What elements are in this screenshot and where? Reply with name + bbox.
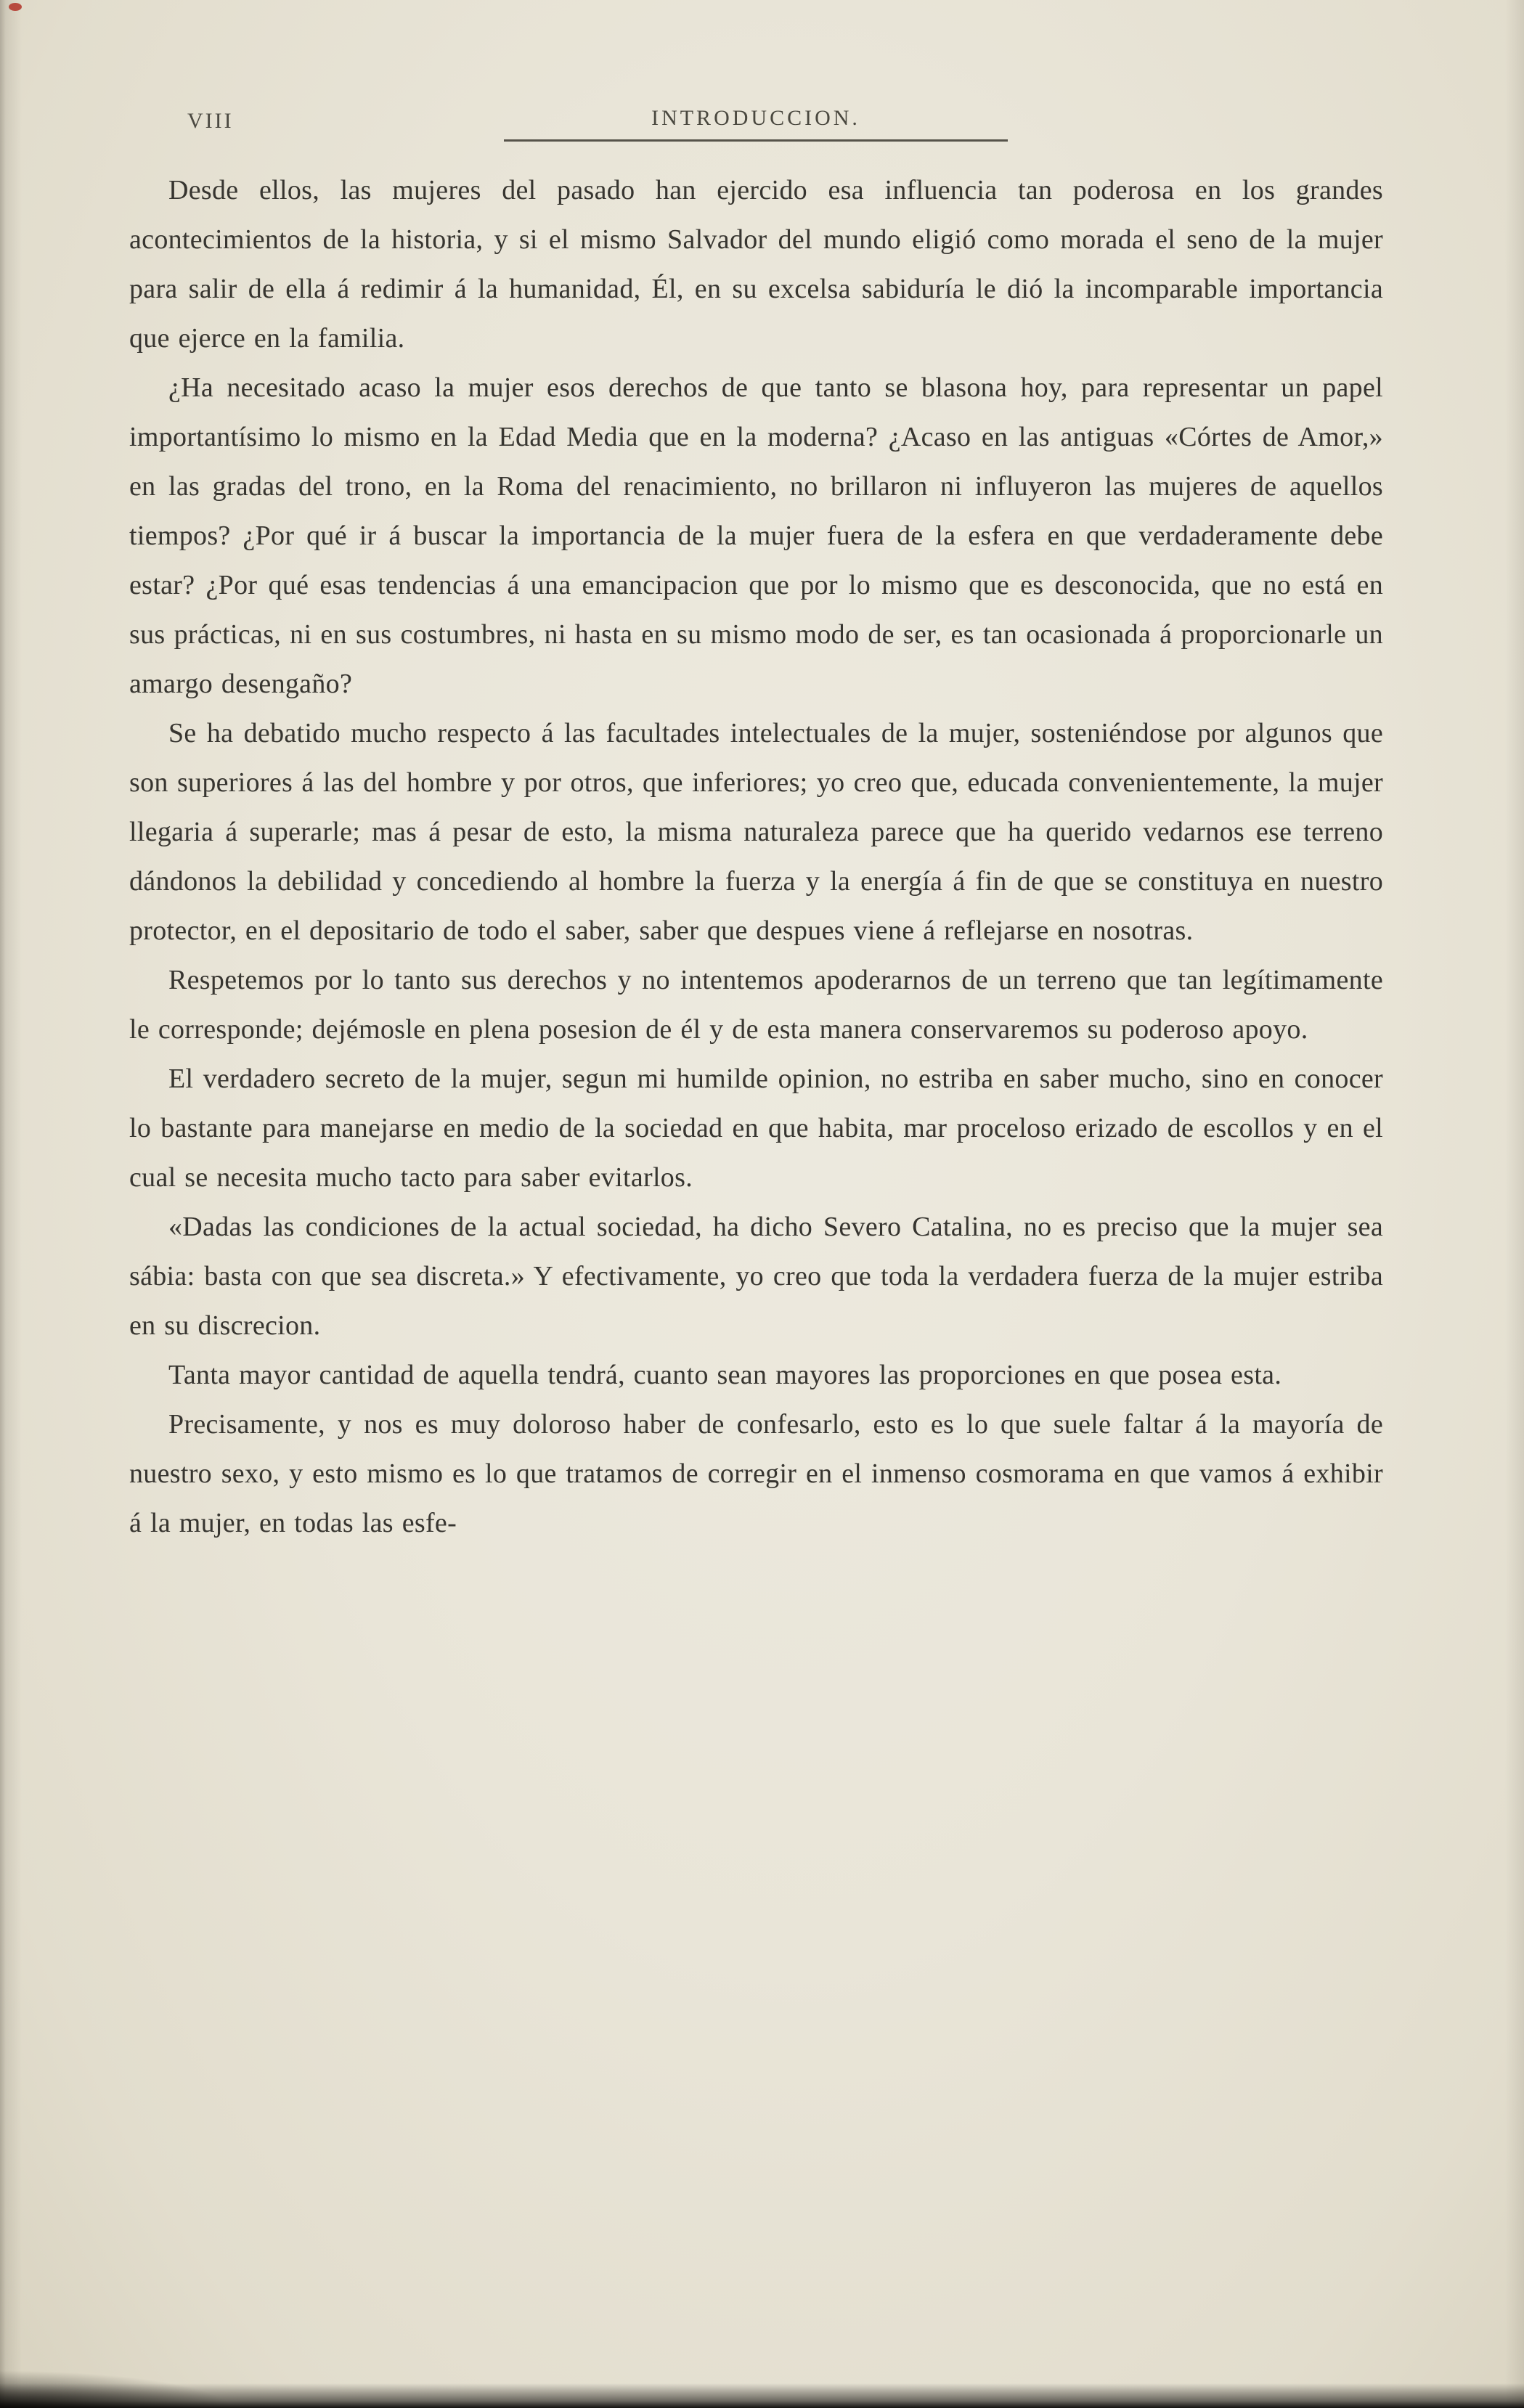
- page-header: [0, 106, 1524, 164]
- paragraph-5: El verdadero secreto de la mujer, segun mi humilde opinion, no estriba en saber mucho, sino en conocer lo bastante para manejarse en medio de la sociedad en que habita, mar proceloso erizado de escollos y en el cual se necesita mucho tacto para saber evitarlos.: [129, 1064, 1383, 1193]
- paragraph-6: «Dadas las condiciones de la actual sociedad, ha dicho Severo Catalina, no es preciso que la mujer sea sábia: basta con que sea discreta.» Y efectivamente, yo creo que toda la verdadera fuerza de la mujer estriba en su discrecion.: [129, 1212, 1383, 1341]
- running-title: INTRODUCCION.: [651, 106, 860, 130]
- paragraph-1: Desde ellos, las mujeres del pasado han ejercido esa influencia tan poderosa en los grandes acontecimientos de la historia, y si el mismo Salvador del mundo eligió como morada el seno de la mujer para salir de ella á redimir á la humanidad, Él, en su excelsa sabiduría le dió la incomparable importancia que ejerce en la familia.: [129, 175, 1383, 354]
- scan-bottom-edge: [0, 2383, 1524, 2408]
- paragraph-7: Tanta mayor cantidad de aquella tendrá, cuanto sean mayores las proporciones en que posea esta.: [168, 1360, 1282, 1390]
- page-number: VIII: [187, 109, 234, 133]
- scan-artifact-speck: [9, 3, 22, 11]
- paragraph-8: Precisamente, y nos es muy doloroso haber de confesarlo, esto es lo que suele faltar á la mayoría de nuestro sexo, y esto mismo es lo que tratamos de corregir en el inmenso cosmorama en que vamos á exhibir á la mujer, en todas las esfe-: [129, 1409, 1383, 1538]
- page-body: [129, 166, 1383, 1548]
- running-title-block: [504, 106, 1008, 142]
- paragraph-3: Se ha debatido mucho respecto á las facultades intelectuales de la mujer, sosteniéndose por algunos que son superiores á las del hombre y por otros, que inferiores; yo creo que, educada convenientemente, la mujer llegaria á superarle; mas á pesar de esto, la misma naturaleza parece que ha querido vedarnos ese terreno dándonos la debilidad y concediendo al hombre la fuerza y la energía á fin de que se constituya en nuestro protector, en el depositario de todo el saber, saber que despues viene á reflejarse en nosotras.: [129, 718, 1383, 946]
- paragraph-4: Respetemos por lo tanto sus derechos y no intentemos apoderarnos de un terreno que tan legítimamente le corresponde; dejémosle en plena posesion de él y de esta manera conservaremos su poderoso apoyo.: [129, 965, 1383, 1045]
- header-rule: [504, 139, 1008, 142]
- paragraph-2: ¿Ha necesitado acaso la mujer esos derechos de que tanto se blasona hoy, para representar un papel importantísimo lo mismo en la Edad Media que en la moderna? ¿Acaso en las antiguas «Córtes de Amor,» en las gradas del trono, en la Roma del renacimiento, no brillaron ni influyeron las mujeres de aquellos tiempos? ¿Por qué ir á buscar la importancia de la mujer fuera de la esfera en que verdaderamente debe estar? ¿Por qué esas tendencias á una emancipacion que por lo mismo que es desconocida, que no está en sus prácticas, ni en sus costumbres, ni hasta en su mismo modo de ser, es tan ocasionada á proporcionarle un amargo desengaño?: [129, 372, 1383, 699]
